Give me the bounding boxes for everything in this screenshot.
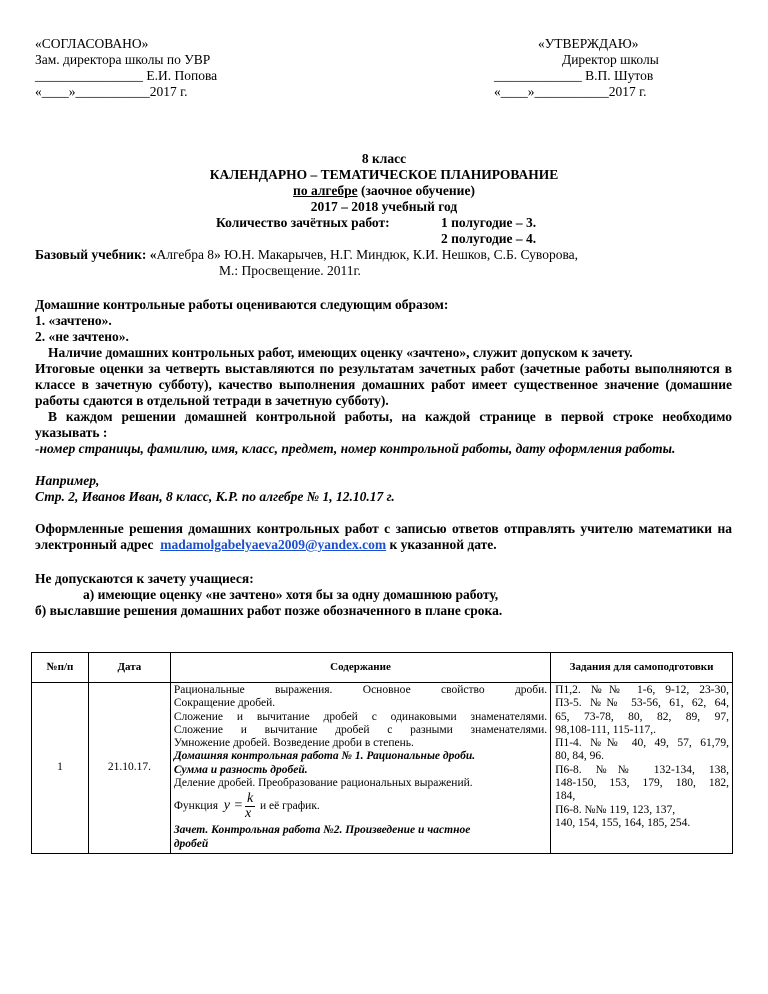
table-row — [32, 683, 733, 854]
task-line: П3-5. №№ 53-56, 61, 62, 64, — [555, 697, 729, 710]
test-title: Зачет. Контрольная работа №2. Произведение и частное — [173, 824, 471, 837]
send-text: Оформленные решения домашних контрольных работ с записью ответов отправлять учителю математики на электронный адрес — [35, 521, 732, 552]
grading-item-1: 1. «зачтено». — [35, 313, 112, 328]
row-date: 21.10.17. — [88, 683, 170, 854]
task-line: 98,108-111, 115-117,. — [555, 723, 656, 736]
function-prefix: Функция — [173, 800, 219, 813]
subject-line — [0, 183, 768, 199]
header-num: №п/п — [32, 653, 89, 683]
not-admitted-reason-b: б) выславшие решения домашних работ позже обозначенного в плане срока. — [35, 603, 503, 618]
textbook-line — [35, 247, 578, 263]
content-line: Рациональные выражения. Основное свойство дроби. — [173, 684, 548, 696]
task-line: 80, 84, 96. — [555, 750, 605, 763]
task-line: 184, — [555, 790, 576, 803]
approval-left-title: «СОГЛАСОВАНО» — [35, 36, 149, 51]
school-year: 2017 – 2018 учебный год — [310, 199, 458, 214]
function-fraction — [245, 792, 255, 821]
content-line: Деление дробей. Преобразование рациональных выражений. — [173, 777, 473, 790]
approval-right-signature: _____________ В.П. Шутов — [494, 68, 654, 83]
homework-test-title: Домашняя контрольная работа № 1. Рациональные дроби. — [173, 750, 476, 763]
example-text: Стр. 2, Иванов Иван, 8 класс, К.Р. по алгебре № 1, 12.10.17 г. — [35, 489, 395, 504]
document-title: КАЛЕНДАРНО – ТЕМАТИЧЕСКОЕ ПЛАНИРОВАНИЕ — [209, 167, 559, 182]
approval-left-signature: ________________ Е.И. Попова — [35, 68, 218, 83]
fraction-numerator: k — [246, 791, 254, 807]
not-admitted-heading: Не допускаются к зачету учащиеся: — [35, 571, 254, 586]
approval-left-date: «____»___________2017 г. — [35, 84, 188, 99]
approval-right-position: Директор школы — [562, 52, 659, 67]
task-line: 140, 154, 155, 164, 185, 254. — [555, 816, 691, 829]
textbook-label: Базовый учебник: « — [35, 247, 157, 262]
subject-rest: (заочное обучение) — [357, 183, 475, 198]
approval-right-date: «____»___________2017 г. — [494, 84, 647, 99]
tests-second-half: 2 полугодие – 4. — [441, 231, 537, 246]
admission-paragraph: Наличие домашних контрольных работ, имеющих оценку «зачтено», служит допуском к зачету. — [48, 345, 633, 360]
task-line: 65, 73-78, 80, 82, 89, 97, — [555, 710, 729, 723]
page-heading-fields: -номер страницы, фамилию, имя, класс, предмет, номер контрольной работы, дату оформления работы. — [35, 441, 676, 456]
task-line: 148-150, 153, 179, 180, 182, — [555, 777, 729, 790]
header-tasks: Задания для самоподготовки — [551, 653, 733, 683]
row-num: 1 — [32, 683, 89, 854]
content-line: Умножение дробей. Возведение дроби в степень. — [173, 737, 414, 750]
subject-underlined: по алгебре — [293, 183, 358, 198]
task-line: П1,2. №№ 1-6, 9-12, 23-30, — [555, 684, 729, 696]
content-line: Сложение и вычитание дробей с одинаковыми знаменателями. — [173, 710, 548, 723]
content-line: Сложение и вычитание дробей с разными знаменателями. — [173, 723, 548, 736]
header-content: Содержание — [170, 653, 550, 683]
content-line: Сокращение дробей. — [173, 697, 276, 710]
test-title-cont: дробей — [173, 837, 209, 850]
function-y: y = — [223, 798, 243, 814]
table-header-row — [32, 653, 733, 683]
grade-heading: 8 класс — [361, 151, 407, 166]
send-tail: к указанной дате. — [386, 537, 497, 552]
fraction-denominator: x — [244, 806, 252, 822]
row-tasks — [551, 683, 733, 854]
final-grades-paragraph: Итоговые оценки за четверть выставляются по результатам зачетных работ (зачетные работы выполняются в классе в зачетную субботу), качество выполнения домашних работ имеет существенное значение (домашние работы сдаются в отдельной тетради в зачетную субботу). — [35, 361, 732, 408]
approval-right-title: «УТВЕРЖДАЮ» — [538, 36, 639, 51]
homework-test-subtitle: Сумма и разность дробей. — [173, 763, 308, 776]
header-date: Дата — [88, 653, 170, 683]
task-line: П1-4. №№ 40, 49, 57, 61,79, — [555, 737, 729, 750]
send-instructions — [35, 521, 732, 553]
page-heading-rule: В каждом решении домашней контрольной работы, на каждой странице в первой строке необходимо указывать : — [35, 409, 732, 440]
function-suffix: и её график. — [260, 800, 320, 813]
approval-left-position: Зам. директора школы по УВР — [35, 52, 211, 67]
task-line: П6-8. №№ 132-134, 138, — [555, 763, 729, 776]
task-line: П6-8. №№ 119, 123, 137, — [555, 803, 676, 816]
example-label: Например, — [35, 473, 100, 488]
planning-table — [31, 652, 733, 854]
not-admitted-reason-a: а) имеющие оценку «не зачтено» хотя бы за одну домашнюю работу, — [83, 587, 499, 602]
row-content — [170, 683, 550, 854]
textbook-publisher: М.: Просвещение. 2011г. — [219, 263, 361, 278]
grading-intro: Домашние контрольные работы оцениваются следующим образом: — [35, 297, 449, 312]
tests-count-label: Количество зачётных работ: — [216, 215, 390, 230]
tests-first-half: 1 полугодие – 3. — [441, 215, 537, 230]
teacher-email-link[interactable]: madamolgabelyaeva2009@yandex.com — [160, 537, 387, 552]
function-line — [174, 792, 547, 821]
grading-item-2: 2. «не зачтено». — [35, 329, 129, 344]
textbook-title: Алгебра 8» Ю.Н. Макарычев, Н.Г. Миндюк, К.И. Нешков, С.Б. Суворова, — [156, 247, 579, 262]
